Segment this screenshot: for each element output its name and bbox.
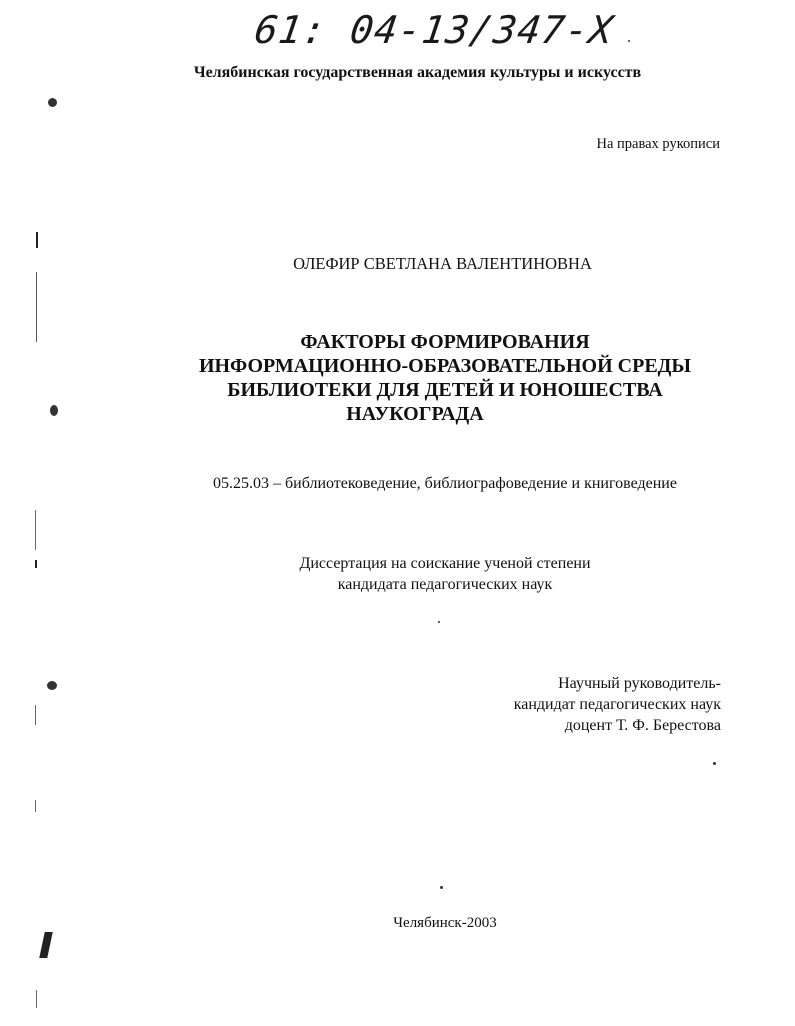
scan-speck bbox=[438, 621, 440, 623]
scan-artifact-line bbox=[36, 272, 37, 342]
supervisor-line-2: кандидат педагогических наук bbox=[513, 696, 721, 713]
scan-speck bbox=[713, 762, 716, 765]
scan-artifact-line bbox=[35, 705, 36, 725]
scan-artifact-line bbox=[35, 560, 37, 568]
scan-artifact-line bbox=[36, 990, 37, 1008]
supervisor-block bbox=[514, 673, 721, 736]
scan-speck bbox=[628, 40, 630, 42]
supervisor-line-1: Научный руководитель- bbox=[558, 675, 721, 692]
degree-line-2: кандидата педагогических наук bbox=[337, 576, 553, 593]
scan-artifact-line bbox=[35, 510, 36, 550]
degree-statement bbox=[0, 553, 795, 595]
title-line-4: НАУКОГРАДА bbox=[346, 403, 484, 425]
scan-artifact-hole bbox=[47, 681, 57, 690]
city-year: Челябинск-2003 bbox=[393, 915, 497, 931]
scan-artifact-smudge bbox=[39, 932, 53, 958]
specialty-code: 05.25.03 – библиотековедение, библиографоведение и книговедение bbox=[213, 475, 677, 492]
title-line-2: ИНФОРМАЦИОННО-ОБРАЗОВАТЕЛЬНОЙ СРЕДЫ bbox=[198, 355, 692, 377]
scan-artifact-hole bbox=[48, 98, 57, 107]
archive-code-handwritten: 61: 04-13/347-X bbox=[251, 8, 617, 52]
dissertation-title bbox=[0, 330, 795, 426]
scan-artifact-line bbox=[36, 232, 38, 248]
title-line-1: ФАКТОРЫ ФОРМИРОВАНИЯ bbox=[300, 331, 590, 353]
author-name: ОЛЕФИР СВЕТЛАНА ВАЛЕНТИНОВНА bbox=[293, 254, 592, 273]
degree-line-1: Диссертация на соискание ученой степени bbox=[299, 555, 591, 572]
title-line-3: БИБЛИОТЕКИ ДЛЯ ДЕТЕЙ И ЮНОШЕСТВА bbox=[227, 379, 663, 401]
institution-name: Челябинская государственная академия культуры и искусств bbox=[193, 64, 642, 81]
manuscript-note: На правах рукописи bbox=[596, 136, 720, 152]
scan-artifact-hole bbox=[50, 405, 58, 416]
supervisor-line-3: доцент Т. Ф. Берестова bbox=[564, 717, 721, 734]
scan-speck bbox=[440, 886, 443, 889]
scan-artifact-line bbox=[35, 800, 36, 812]
